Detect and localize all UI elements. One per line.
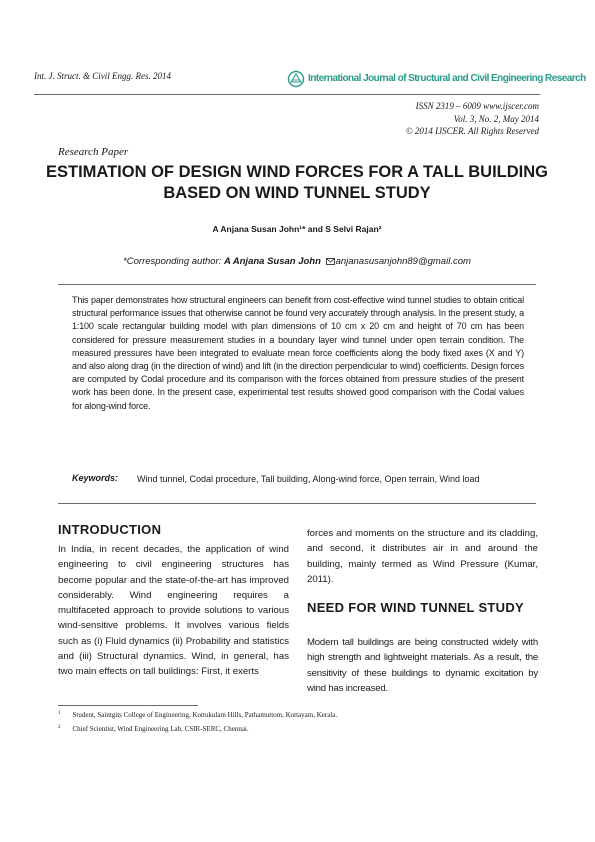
introduction-heading: INTRODUCTION — [58, 522, 162, 537]
journal-full-title: International Journal of Structural and Civil Engineering Research — [308, 73, 586, 84]
issn: ISSN 2319 – 6009 www.ijscer.com — [415, 101, 539, 111]
need-section-text: Modern tall buildings are being constructed widely with high strength and lightweight materials. As a result, the sensitivity of these buildings to dynamic excitation by wind has increased. — [307, 637, 538, 694]
journal-logo-icon — [287, 70, 305, 88]
article-type: Research Paper — [58, 146, 129, 158]
authors: A Anjana Susan John¹* and S Selvi Rajan² — [212, 224, 382, 234]
need-section-heading: NEED FOR WIND TUNNEL STUDY — [307, 600, 525, 615]
footnote-mark: 1 — [58, 711, 61, 716]
keywords-label: Keywords: — [72, 473, 119, 483]
footnote — [58, 725, 249, 733]
footnote-text: Chief Scientist, Wind Engineering Lab, CSIR-SERC, Chennai. — [72, 725, 249, 733]
corresponding-author — [40, 256, 554, 267]
copyright: © 2014 IJSCER. All Rights Reserved — [405, 126, 539, 136]
volume: Vol. 3, No. 2, May 2014 — [453, 113, 539, 124]
corresponding-prefix: *Corresponding author: — [123, 256, 224, 267]
keywords-text: Wind tunnel, Codal procedure, Tall building, Along-wind force, Open terrain, Wind load — [137, 474, 480, 484]
abstract-top-rule — [58, 284, 536, 285]
corresponding-name: A Anjana Susan John — [223, 256, 321, 267]
footnote — [58, 711, 337, 719]
footnote-text: Student, Saintgits College of Engineering, Kottukulam Hills, Pathamuttom, Kottayam, Kerala. — [72, 711, 338, 719]
footnote-rule — [58, 705, 198, 706]
issue-info — [406, 100, 539, 138]
paper-title: ESTIMATION OF DESIGN WIND FORCES FOR A TALL BUILDING BASED ON WIND TUNNEL STUDY — [45, 163, 548, 202]
abstract-bottom-rule — [58, 503, 536, 504]
journal-logo — [287, 70, 586, 90]
footnote-mark: 2 — [58, 725, 61, 730]
introduction-text-left: In India, in recent decades, the application of wind engineering to civil engineering structures has become popular and the state-of-the-art has improved considerably. Wind engineering requires a multifaceted approach to provide solutions to various wind-sensitive problems. It involves various fields such as (i) Fluid dynamics (ii) Probability and statistics and (iii) Structural dynamics. Wind, in general, has two main effects on tall buildings: First, it exerts — [58, 544, 289, 678]
journal-short-title: Int. J. Struct. & Civil Engg. Res. 2014 — [34, 71, 171, 81]
header-rule — [34, 94, 540, 95]
introduction-text-right: forces and moments on the structure and its cladding, and second, it distributes air in and around the building, mainly termed as Wind Pressure (Kumar, 2011). — [307, 528, 538, 585]
email-link[interactable]: anjanasusanjohn89@gmail.com — [335, 256, 471, 267]
envelope-icon — [326, 258, 335, 265]
abstract-text: This paper demonstrates how structural engineers can benefit from cost-effective wind tunnel studies to obtain critical structural performance issues that otherwise cannot be found very accurately through analysis. In the present study, a 1:100 scale rectangular building model with plan dimensions of 10 cm x 20 cm and height of 70 cm has been considered for pressure measurement studies in a boundary layer wind tunnel under open terrain condition. The measured pressures have been integrated to evaluate mean force coefficients along the body fixed axes (X and Y) and also along drag (in the direction of wind) and lift (in the direction perpendicular to wind) coefficients. Design forces are computed by Codal procedure and its comparison with the forces obtained from pressure studies of the present work has been done. In the present case, experimental test results showed good comparison with the Codal values for along-wind force. — [72, 295, 524, 411]
